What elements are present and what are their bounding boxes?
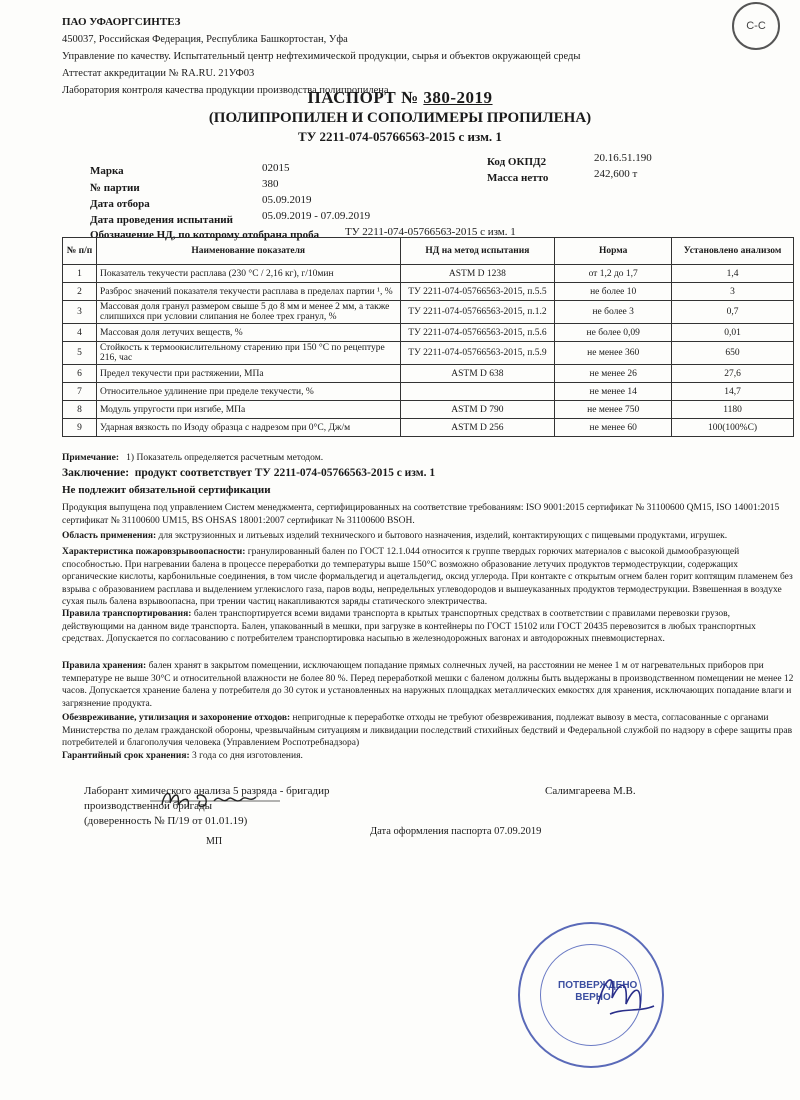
row-result: 1180 — [672, 401, 794, 419]
nd-value: ТУ 2211-074-05766563-2015 с изм. 1 — [345, 226, 516, 238]
test-date-label: Дата проведения испытаний — [90, 214, 233, 226]
okpd-value: 20.16.51.190 — [594, 152, 652, 164]
storage-label: Правила хранения: — [62, 661, 147, 671]
row-result: 650 — [672, 342, 794, 365]
table-row — [63, 342, 794, 365]
okpd-label: Код ОКПД2 — [487, 156, 547, 168]
row-num: 4 — [63, 324, 97, 342]
disposal-text: непригодные к переработке отходы не требуют обезвреживания, подлежат вывозу в места, согласованные с органами Министерства по делам гражданской обороны, чрезвычайным ситуациям и ликвидации последствий стихийных бедствий и Федеральной службой по надзору в сфере защиты прав потребителей и благополучия человека (Управлением Роспотребнадзора) — [62, 713, 793, 748]
table-row — [63, 365, 794, 383]
note-text: 1) Показатель определяется расчетным методом. — [126, 453, 324, 463]
table-row — [63, 301, 794, 324]
row-method: ASTM D 638 — [400, 365, 555, 383]
row-norm: не менее 360 — [555, 342, 672, 365]
sample-date-value: 05.09.2019 — [262, 194, 312, 206]
row-method: ТУ 2211-074-05766563-2015, п.1.2 — [400, 301, 555, 324]
certification-logo-icon: C-C — [732, 2, 780, 50]
certification-line — [62, 484, 794, 497]
mass-value: 242,600 т — [594, 168, 638, 180]
org-address: 450037, Российская Федерация, Республика Башкортостан, Уфа — [62, 34, 348, 45]
row-num: 2 — [63, 283, 97, 301]
application-label: Область применения: — [62, 531, 157, 541]
storage-text: бален хранят в закрытом помещении, исключающем попадание прямых солнечных лучей, на расстоянии не менее 1 м от нагревательных приборов при температуре не выше 30°С и относительной влажности не более 80 %. Перед переработкой мешки с баленом должны быть выдержаны в производственном помещении не менее 12 часов. Допускается хранение балена у потребителя до 30 суток и установленных на наружных площадках металлических емкостях для хранения, исключающих попадание влаги и загрязнение продукта. — [62, 661, 794, 709]
row-num: 8 — [63, 401, 97, 419]
row-num: 3 — [63, 301, 97, 324]
row-method — [400, 383, 555, 401]
signatory-name: Салимгареева М.В. — [545, 785, 636, 797]
transport-paragraph — [62, 608, 794, 646]
fire-hazard-text: гранулированный бален по ГОСТ 12.1.044 относится к группе твердых горючих материалов с высокой дымообразующей способностью. При нагревании балена в процессе переработки до температуры выше 150°С возможно образование летучих продуктов термодеструкции, содержащих органические кислоты, карбонильные соединения, в том числе формальдегид и ацетальдегид, оксид углерода. При контакте с открытым огнем бален горит коптящим пламенем без взрыва с образованием расплава и выделением углекислого газа, паров воды, непредельных углеводородов и вышеуказанных продуктов термодеструкции. Взвешенная в воздухе сухая пыль балена взрывоопасна, при трении частиц накапливаются заряды статического электричества. — [62, 547, 793, 607]
col-header-method: НД на метод испытания — [400, 238, 555, 265]
row-name: Стойкость к термоокислительному старению при 150 °С по рецептуре 216, час — [96, 342, 400, 365]
organization-stamp — [518, 922, 664, 1068]
disposal-label: Обезвреживание, утилизация и захоронение отходов: — [62, 713, 291, 723]
row-result: 100(100%C) — [672, 419, 794, 437]
table-header-row — [63, 238, 794, 265]
row-name: Показатель текучести расплава (230 °С / 2,16 кг), г/10мин — [96, 265, 400, 283]
row-norm: не менее 14 — [555, 383, 672, 401]
row-name: Предел текучести при растяжении, МПа — [96, 365, 400, 383]
application-paragraph — [62, 530, 794, 543]
signatory-role: Лаборант химического анализа 5 разряда - бригадир — [84, 785, 330, 797]
product-name: (ПОЛИПРОПИЛЕН И СОПОЛИМЕРЫ ПРОПИЛЕНА) — [208, 110, 592, 126]
accreditation: Аттестат аккредитации № RA.RU. 21УФ03 — [62, 68, 255, 79]
row-norm: не более 3 — [555, 301, 672, 324]
row-norm: не более 10 — [555, 283, 672, 301]
row-method: ТУ 2211-074-05766563-2015, п.5.9 — [400, 342, 555, 365]
handwritten-signature — [150, 783, 280, 813]
org-name: ПАО УФАОРГСИНТЕЗ — [62, 16, 181, 28]
row-norm: от 1,2 до 1,7 — [555, 265, 672, 283]
issue-date: Дата оформления паспорта 07.09.2019 — [370, 826, 542, 837]
product-spec: ТУ 2211-074-05766563-2015 с изм. 1 — [298, 129, 502, 144]
table-row — [63, 324, 794, 342]
table-row — [63, 283, 794, 301]
row-method: ASTM D 1238 — [400, 265, 555, 283]
row-name: Относительное удлинение при пределе текучести, % — [96, 383, 400, 401]
row-method: ASTM D 256 — [400, 419, 555, 437]
row-name: Массовая доля летучих веществ, % — [96, 324, 400, 342]
mass-label: Масса нетто — [487, 172, 549, 184]
laboratory: Лаборатория контроля качества продукции производства полипропилена — [62, 85, 389, 96]
row-num: 5 — [63, 342, 97, 365]
transport-text: бален транспортируется всеми видами транспорта в крытых транспортных средствах в соответствии с правилами перевозки грузов, действующими на данном виде транспорта. Бален, упакованный в мешки, при загрузке в контейнеры по ГОСТ 15102 или ГОСТ 20435 перевозится в любых транспортных средствах. Допускается по согласованию с потребителем транспортировка насыпью в железнодорожных вагонах и автодорожных пневмоцистернах. — [62, 609, 756, 644]
certification-text: Не подлежит обязательной сертификации — [62, 484, 271, 496]
row-method: ASTM D 790 — [400, 401, 555, 419]
table-row — [63, 383, 794, 401]
col-header-num: № п/п — [63, 238, 97, 265]
table-row — [63, 265, 794, 283]
stamp-text: ПОТВЕРЖДЕНО ВЕРНО — [558, 980, 638, 1003]
fire-hazard-paragraph — [62, 546, 794, 609]
row-num: 1 — [63, 265, 97, 283]
row-result: 14,7 — [672, 383, 794, 401]
stamp-signature — [590, 964, 660, 1024]
passport-number: 380-2019 — [423, 88, 493, 107]
sample-date-label: Дата отбора — [90, 198, 150, 210]
row-result: 1,4 — [672, 265, 794, 283]
row-method: ТУ 2211-074-05766563-2015, п.5.6 — [400, 324, 555, 342]
row-num: 7 — [63, 383, 97, 401]
mp-label: МП — [206, 836, 223, 847]
table-row — [63, 401, 794, 419]
signatory-role-2: производственной бригады — [84, 800, 212, 812]
row-result: 27,6 — [672, 365, 794, 383]
row-method: ТУ 2211-074-05766563-2015, п.5.5 — [400, 283, 555, 301]
col-header-norm: Норма — [555, 238, 672, 265]
conclusion-line — [62, 466, 794, 481]
row-norm: не более 0,09 — [555, 324, 672, 342]
disposal-paragraph — [62, 712, 794, 750]
batch-label: № партии — [90, 182, 140, 194]
marka-value: 02015 — [262, 162, 290, 174]
indicators-table — [62, 237, 794, 437]
passport-title — [0, 88, 800, 108]
signatory-proxy: (доверенность № П/19 от 01.01.19) — [84, 815, 248, 827]
nd-label: Обозначение НД, по которому отобрана проба — [90, 229, 320, 241]
fire-hazard-label: Характеристика пожаровзрывоопасности: — [62, 547, 246, 557]
conclusion-label: Заключение: — [62, 467, 130, 479]
warranty-text: 3 года со дня изготовления. — [192, 751, 303, 761]
col-header-name: Наименование показателя — [96, 238, 400, 265]
storage-paragraph — [62, 660, 794, 710]
row-norm: не менее 26 — [555, 365, 672, 383]
row-num: 6 — [63, 365, 97, 383]
row-result: 3 — [672, 283, 794, 301]
row-result: 0,01 — [672, 324, 794, 342]
row-name: Ударная вязкость по Изоду образца с надрезом при 0°С, Дж/м — [96, 419, 400, 437]
row-name: Модуль упругости при изгибе, МПа — [96, 401, 400, 419]
management-systems-paragraph: Продукция выпущена под управлением Систем менеджмента, сертифицированных на соответствие требованиям: ISO 9001:2015 сертификат № 31100600 QM15, ISO 14001:2015 сертификат № 31100600 UM15, BS OHSAS 18001:2007 сертификат № 31100600 BSOH. — [62, 503, 780, 526]
header-block — [62, 14, 580, 99]
note-label: Примечание: — [62, 453, 120, 463]
warranty-paragraph — [62, 750, 794, 763]
test-date-value: 05.09.2019 - 07.09.2019 — [262, 210, 371, 222]
passport-prefix: ПАСПОРТ № — [307, 88, 424, 107]
marka-label: Марка — [90, 165, 124, 177]
row-norm: не менее 60 — [555, 419, 672, 437]
row-result: 0,7 — [672, 301, 794, 324]
row-norm: не менее 750 — [555, 401, 672, 419]
table-row — [63, 419, 794, 437]
application-text: для экструзионных и литьевых изделий технического и бытового назначения, изделий, контактирующих с пищевыми продуктами, игрушек. — [158, 531, 728, 541]
col-header-result: Установлено анализом — [672, 238, 794, 265]
batch-value: 380 — [262, 178, 279, 190]
conclusion-text: продукт соответствует ТУ 2211-074-05766563-2015 с изм. 1 — [134, 467, 436, 479]
note-line — [62, 452, 794, 465]
org-department: Управление по качеству. Испытательный центр нефтехимической продукции, сырья и объектов окружающей среды — [62, 51, 581, 62]
transport-label: Правила транспортирования: — [62, 609, 192, 619]
warranty-label: Гарантийный срок хранения: — [62, 751, 190, 761]
row-num: 9 — [63, 419, 97, 437]
row-name: Разброс значений показателя текучести расплава в пределах партии ¹, % — [96, 283, 400, 301]
row-name: Массовая доля гранул размером свыше 5 до 8 мм и менее 2 мм, а также слипшихся при условии слипания не более трех гранул, % — [96, 301, 400, 324]
